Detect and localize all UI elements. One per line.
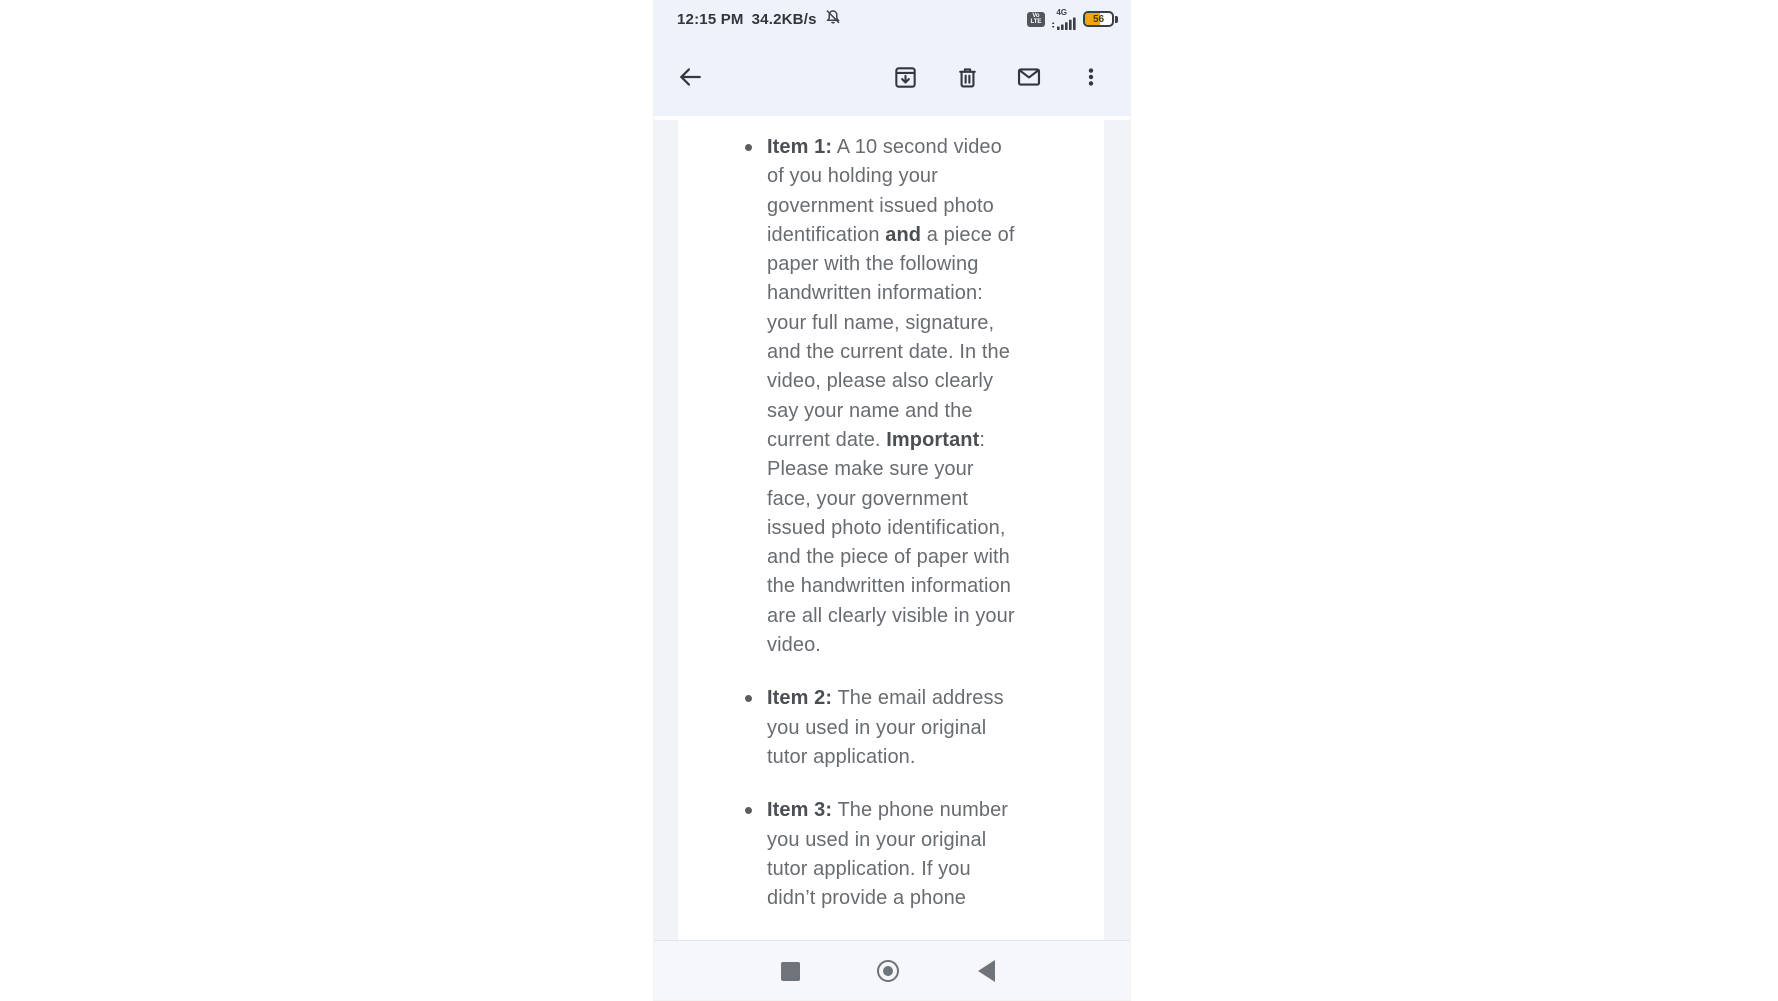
back-arrow-icon[interactable]: [677, 64, 703, 90]
battery-body: [1083, 11, 1114, 27]
recents-square-icon[interactable]: [778, 941, 802, 1001]
battery-icon: [1083, 11, 1118, 27]
phone-screen: [654, 0, 1130, 1000]
status-bar-right: [1027, 9, 1118, 30]
android-nav-bar: [654, 940, 1130, 1000]
trash-icon[interactable]: [954, 64, 980, 90]
back-triangle-icon[interactable]: [974, 941, 998, 1001]
network-speed: 34.2KB/s: [751, 10, 817, 28]
battery-percent: 56: [1092, 13, 1105, 25]
volte-line2: LTE: [1030, 19, 1042, 25]
battery-nub: [1115, 16, 1118, 23]
archive-icon[interactable]: [892, 64, 918, 90]
status-bar-left: [677, 9, 841, 30]
overflow-menu-icon[interactable]: [1078, 64, 1104, 90]
toolbar-actions: [892, 64, 1104, 90]
home-circle-icon[interactable]: [876, 941, 900, 1001]
list-item: Item 2: The email address you used in your original tutor application.: [767, 684, 1023, 772]
mail-icon[interactable]: [1016, 64, 1042, 90]
network-type-label: 4G: [1056, 7, 1067, 17]
email-body-list: [654, 116, 1130, 913]
right-gutter[interactable]: [1104, 120, 1130, 940]
list-item: Item 3: The phone number you used in your original tutor application. If you didn’t provide a phone: [767, 796, 1023, 913]
email-toolbar: [654, 38, 1130, 116]
list-item: Item 1: A 10 second video of you holding your government issued photo identification and a piece of paper with the following handwritten information: your full name, signature, and the current date. In the video, please also clearly say your name and the current date. Important: Please make sure your face, your government issued photo identification, and the piece of paper with the handwritten information are all clearly visible in your video.: [767, 133, 1023, 660]
email-body: [654, 116, 1130, 940]
signal-bars-icon: [1051, 9, 1077, 30]
volte-line1: Vo: [1032, 13, 1040, 19]
clock: 12:15 PM: [677, 10, 744, 28]
status-bar: [654, 0, 1130, 38]
left-gutter: [654, 120, 678, 940]
volte-icon: [1027, 12, 1045, 27]
notifications-muted-icon: [825, 9, 841, 30]
